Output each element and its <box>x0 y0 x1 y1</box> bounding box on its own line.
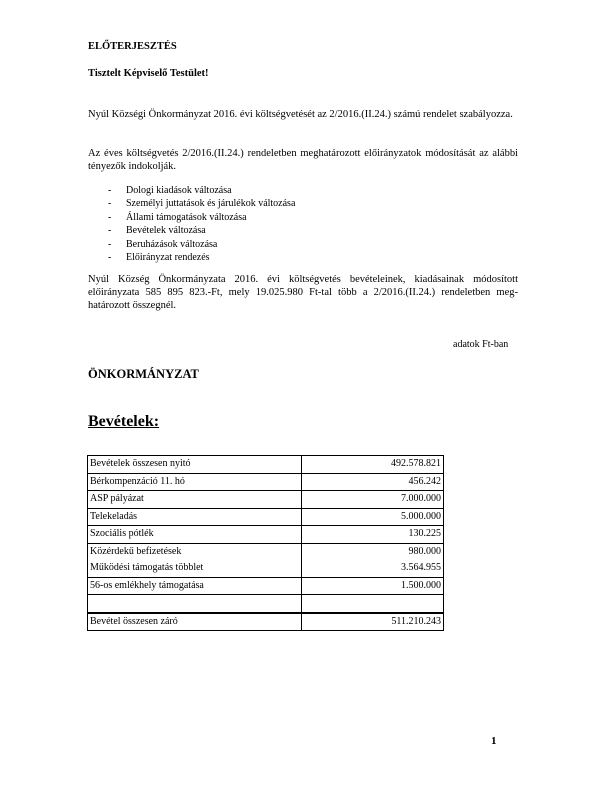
list-item: - Előirányzat rendezés <box>108 252 210 264</box>
table-row <box>88 526 444 544</box>
row-label: Bevételek összesen nyitó <box>88 456 302 474</box>
list-dash: - <box>108 225 112 237</box>
list-item: - Dologi kiadások változása <box>108 185 232 196</box>
row-label: Közérdekű befizetések <box>88 543 302 560</box>
list-item: - Állami támogatások változása <box>108 211 247 223</box>
salutation: Tisztelt Képviselő Testület! <box>88 68 209 79</box>
row-label: Bérkompenzáció 11. hó <box>88 473 302 491</box>
document-title: ELŐTERJESZTÉS <box>88 41 177 52</box>
section-title: ÖNKORMÁNYZAT <box>88 367 199 381</box>
row-label: ASP pályázat <box>88 491 302 509</box>
total-label: Bevétel összesen záró <box>88 613 302 631</box>
row-value: 492.578.821 <box>302 456 444 474</box>
row-value: 5.000.000 <box>302 508 444 526</box>
intro-paragraph: Nyúl Községi Önkormányzat 2016. évi költségvetését az 2/2016.(II.24.) számú rendelet szabályozza. <box>88 109 513 120</box>
row-value: 130.225 <box>302 526 444 544</box>
subsection-title: Bevételek: <box>88 413 160 430</box>
row-value: 1.500.000 <box>302 577 444 595</box>
row-value: 980.000 <box>302 543 444 560</box>
summary-paragraph: Nyúl Község Önkormányzata 2016. évi költségvetés bevételeinek, kiadásainak módosított előirányzata 585 895 823.-Ft, mely 19.025.980 Ft-tal több a 2/2016.(II.24.) rendeletben meg-határozott összegnél. <box>88 274 518 311</box>
row-label: Működési támogatás többlet <box>88 560 302 577</box>
row-label: 56-os emlékhely támogatása <box>88 577 302 595</box>
list-item: - Beruházások változása <box>108 238 218 250</box>
table-row <box>88 595 444 613</box>
row-value: 456.242 <box>302 473 444 491</box>
row-label: Telekeladás <box>88 508 302 526</box>
table-row <box>88 577 444 595</box>
list-dash: - <box>108 185 112 196</box>
total-value: 511.210.243 <box>302 613 444 631</box>
row-label <box>88 595 302 613</box>
row-value <box>302 595 444 613</box>
list-item: - Bevételek változása <box>108 225 206 237</box>
row-value: 7.000.000 <box>302 491 444 509</box>
table-row <box>88 456 444 474</box>
revenue-table <box>87 455 444 631</box>
reasons-intro-paragraph: Az éves költségvetés 2/2016.(II.24.) rendeletben meghatározott előirányzatok módosítását az alábbi tényezők indokolják. <box>88 148 518 172</box>
page-number: 1 <box>491 735 497 747</box>
list-dash: - <box>108 238 112 250</box>
unit-note: adatok Ft-ban <box>453 339 509 350</box>
table-total-row <box>88 613 444 631</box>
table-row <box>88 560 444 577</box>
row-label: Szociális pótlék <box>88 526 302 544</box>
list-dash: - <box>108 252 112 264</box>
list-item: - Személyi juttatások és járulékok változása <box>108 198 296 210</box>
reasons-list <box>88 184 295 264</box>
table-row <box>88 491 444 509</box>
row-value: 3.564.955 <box>302 560 444 577</box>
list-dash: - <box>108 198 112 210</box>
list-dash: - <box>108 211 112 223</box>
table-row <box>88 543 444 560</box>
table-row <box>88 508 444 526</box>
table-row <box>88 473 444 491</box>
